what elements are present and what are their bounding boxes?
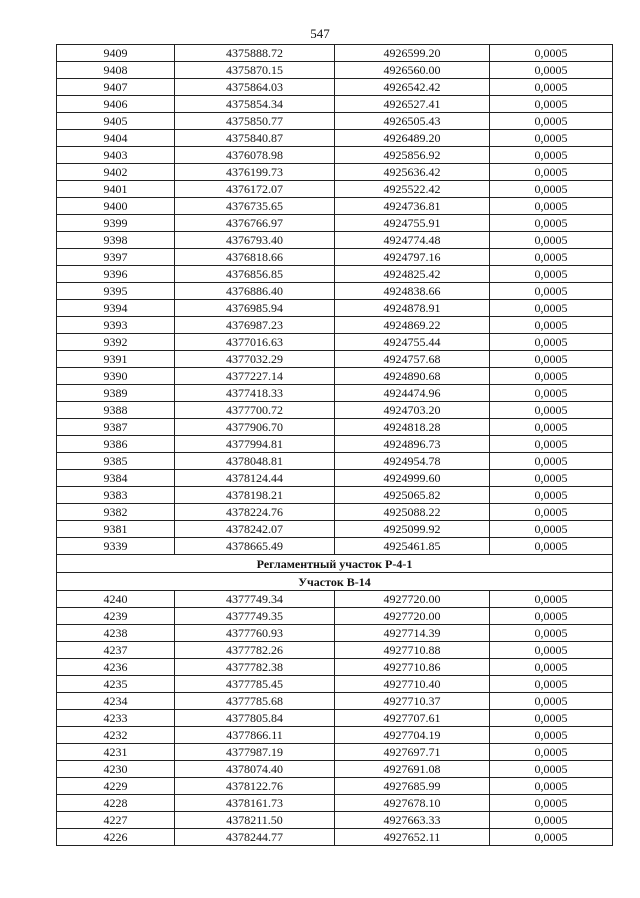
- x-coordinate-cell: 4377906.70: [175, 419, 335, 436]
- y-coordinate-cell: 4924774.48: [335, 232, 490, 249]
- error-cell: 0,0005: [490, 334, 613, 351]
- point-number-cell: 4228: [57, 795, 175, 812]
- error-cell: 0,0005: [490, 164, 613, 181]
- table-row: [57, 249, 613, 266]
- point-number-cell: 9394: [57, 300, 175, 317]
- table-row: [57, 402, 613, 419]
- table-row: [57, 693, 613, 710]
- point-number-cell: 4230: [57, 761, 175, 778]
- point-number-cell: 4231: [57, 744, 175, 761]
- y-coordinate-cell: 4927663.33: [335, 812, 490, 829]
- x-coordinate-cell: 4376078.98: [175, 147, 335, 164]
- y-coordinate-cell: 4924755.91: [335, 215, 490, 232]
- y-coordinate-cell: 4926505.43: [335, 113, 490, 130]
- y-coordinate-cell: 4926599.20: [335, 45, 490, 62]
- error-cell: 0,0005: [490, 300, 613, 317]
- section-title: Регламентный участок Р-4-1: [57, 555, 613, 573]
- table-row: [57, 453, 613, 470]
- table-row: [57, 351, 613, 368]
- y-coordinate-cell: 4927678.10: [335, 795, 490, 812]
- table-row: [57, 215, 613, 232]
- point-number-cell: 4234: [57, 693, 175, 710]
- table-row: [57, 710, 613, 727]
- x-coordinate-cell: 4375840.87: [175, 130, 335, 147]
- x-coordinate-cell: 4377760.93: [175, 625, 335, 642]
- y-coordinate-cell: 4925099.92: [335, 521, 490, 538]
- x-coordinate-cell: 4378048.81: [175, 453, 335, 470]
- point-number-cell: 4240: [57, 591, 175, 608]
- table-row: [57, 317, 613, 334]
- point-number-cell: 9388: [57, 402, 175, 419]
- x-coordinate-cell: 4377866.11: [175, 727, 335, 744]
- error-cell: 0,0005: [490, 744, 613, 761]
- point-number-cell: 9405: [57, 113, 175, 130]
- x-coordinate-cell: 4377227.14: [175, 368, 335, 385]
- table-row: [57, 45, 613, 62]
- y-coordinate-cell: 4927720.00: [335, 608, 490, 625]
- page-number: 547: [310, 26, 330, 41]
- y-coordinate-cell: 4924703.20: [335, 402, 490, 419]
- y-coordinate-cell: 4927710.40: [335, 676, 490, 693]
- y-coordinate-cell: 4927714.39: [335, 625, 490, 642]
- y-coordinate-cell: 4925856.92: [335, 147, 490, 164]
- error-cell: 0,0005: [490, 283, 613, 300]
- error-cell: 0,0005: [490, 317, 613, 334]
- point-number-cell: 9402: [57, 164, 175, 181]
- table-row: [57, 385, 613, 402]
- x-coordinate-cell: 4376886.40: [175, 283, 335, 300]
- table-row: [57, 761, 613, 778]
- y-coordinate-cell: 4924797.16: [335, 249, 490, 266]
- point-number-cell: 9409: [57, 45, 175, 62]
- point-number-cell: 9391: [57, 351, 175, 368]
- table-row: [57, 659, 613, 676]
- x-coordinate-cell: 4378211.50: [175, 812, 335, 829]
- section-title-row: [57, 555, 613, 573]
- y-coordinate-cell: 4927685.99: [335, 778, 490, 795]
- point-number-cell: 4233: [57, 710, 175, 727]
- error-cell: 0,0005: [490, 232, 613, 249]
- point-number-cell: 4237: [57, 642, 175, 659]
- error-cell: 0,0005: [490, 266, 613, 283]
- x-coordinate-cell: 4378242.07: [175, 521, 335, 538]
- error-cell: 0,0005: [490, 470, 613, 487]
- error-cell: 0,0005: [490, 402, 613, 419]
- error-cell: 0,0005: [490, 504, 613, 521]
- error-cell: 0,0005: [490, 351, 613, 368]
- error-cell: 0,0005: [490, 215, 613, 232]
- point-number-cell: 9396: [57, 266, 175, 283]
- error-cell: 0,0005: [490, 608, 613, 625]
- y-coordinate-cell: 4927697.71: [335, 744, 490, 761]
- point-number-cell: 9339: [57, 538, 175, 555]
- point-number-cell: 9387: [57, 419, 175, 436]
- x-coordinate-cell: 4378122.76: [175, 778, 335, 795]
- table-row: [57, 676, 613, 693]
- y-coordinate-cell: 4927652.11: [335, 829, 490, 846]
- y-coordinate-cell: 4926527.41: [335, 96, 490, 113]
- x-coordinate-cell: 4377032.29: [175, 351, 335, 368]
- error-cell: 0,0005: [490, 676, 613, 693]
- point-number-cell: 9406: [57, 96, 175, 113]
- point-number-cell: 9386: [57, 436, 175, 453]
- y-coordinate-cell: 4924999.60: [335, 470, 490, 487]
- error-cell: 0,0005: [490, 642, 613, 659]
- table-row: [57, 591, 613, 608]
- table-row: [57, 198, 613, 215]
- point-number-cell: 9381: [57, 521, 175, 538]
- subsection-title-row: [57, 573, 613, 591]
- point-number-cell: 9390: [57, 368, 175, 385]
- x-coordinate-cell: 4377016.63: [175, 334, 335, 351]
- table-row: [57, 266, 613, 283]
- x-coordinate-cell: 4377749.35: [175, 608, 335, 625]
- point-number-cell: 4239: [57, 608, 175, 625]
- x-coordinate-cell: 4378244.77: [175, 829, 335, 846]
- table-row: [57, 744, 613, 761]
- x-coordinate-cell: 4375854.34: [175, 96, 335, 113]
- x-coordinate-cell: 4377782.38: [175, 659, 335, 676]
- error-cell: 0,0005: [490, 45, 613, 62]
- x-coordinate-cell: 4375850.77: [175, 113, 335, 130]
- point-number-cell: 9407: [57, 79, 175, 96]
- table-row: [57, 419, 613, 436]
- error-cell: 0,0005: [490, 147, 613, 164]
- error-cell: 0,0005: [490, 625, 613, 642]
- y-coordinate-cell: 4925088.22: [335, 504, 490, 521]
- x-coordinate-cell: 4376199.73: [175, 164, 335, 181]
- point-number-cell: 4238: [57, 625, 175, 642]
- x-coordinate-cell: 4376987.23: [175, 317, 335, 334]
- point-number-cell: 4226: [57, 829, 175, 846]
- error-cell: 0,0005: [490, 181, 613, 198]
- point-number-cell: 9401: [57, 181, 175, 198]
- y-coordinate-cell: 4924869.22: [335, 317, 490, 334]
- table-row: [57, 727, 613, 744]
- y-coordinate-cell: 4927710.88: [335, 642, 490, 659]
- x-coordinate-cell: 4375870.15: [175, 62, 335, 79]
- point-number-cell: 9400: [57, 198, 175, 215]
- x-coordinate-cell: 4378124.44: [175, 470, 335, 487]
- x-coordinate-cell: 4375864.03: [175, 79, 335, 96]
- error-cell: 0,0005: [490, 487, 613, 504]
- table-row: [57, 504, 613, 521]
- point-number-cell: 9395: [57, 283, 175, 300]
- x-coordinate-cell: 4378198.21: [175, 487, 335, 504]
- x-coordinate-cell: 4378161.73: [175, 795, 335, 812]
- point-number-cell: 9408: [57, 62, 175, 79]
- error-cell: 0,0005: [490, 62, 613, 79]
- y-coordinate-cell: 4926542.42: [335, 79, 490, 96]
- error-cell: 0,0005: [490, 812, 613, 829]
- x-coordinate-cell: 4377785.68: [175, 693, 335, 710]
- y-coordinate-cell: 4924838.66: [335, 283, 490, 300]
- table-row: [57, 181, 613, 198]
- point-number-cell: 4235: [57, 676, 175, 693]
- table-row: [57, 538, 613, 555]
- y-coordinate-cell: 4924757.68: [335, 351, 490, 368]
- error-cell: 0,0005: [490, 761, 613, 778]
- x-coordinate-cell: 4377994.81: [175, 436, 335, 453]
- table-row: [57, 625, 613, 642]
- point-number-cell: 9383: [57, 487, 175, 504]
- y-coordinate-cell: 4924954.78: [335, 453, 490, 470]
- error-cell: 0,0005: [490, 419, 613, 436]
- y-coordinate-cell: 4924878.91: [335, 300, 490, 317]
- y-coordinate-cell: 4925065.82: [335, 487, 490, 504]
- error-cell: 0,0005: [490, 778, 613, 795]
- table-row: [57, 79, 613, 96]
- table-row: [57, 642, 613, 659]
- x-coordinate-cell: 4378224.76: [175, 504, 335, 521]
- error-cell: 0,0005: [490, 829, 613, 846]
- x-coordinate-cell: 4377987.19: [175, 744, 335, 761]
- point-number-cell: 9389: [57, 385, 175, 402]
- table-row: [57, 334, 613, 351]
- point-number-cell: 9404: [57, 130, 175, 147]
- error-cell: 0,0005: [490, 795, 613, 812]
- x-coordinate-cell: 4377782.26: [175, 642, 335, 659]
- table-row: [57, 470, 613, 487]
- point-number-cell: 4236: [57, 659, 175, 676]
- point-number-cell: 4227: [57, 812, 175, 829]
- table-row: [57, 521, 613, 538]
- point-number-cell: 9399: [57, 215, 175, 232]
- y-coordinate-cell: 4924825.42: [335, 266, 490, 283]
- y-coordinate-cell: 4924896.73: [335, 436, 490, 453]
- x-coordinate-cell: 4376818.66: [175, 249, 335, 266]
- x-coordinate-cell: 4378665.49: [175, 538, 335, 555]
- y-coordinate-cell: 4927710.86: [335, 659, 490, 676]
- x-coordinate-cell: 4375888.72: [175, 45, 335, 62]
- table-row: [57, 96, 613, 113]
- y-coordinate-cell: 4925461.85: [335, 538, 490, 555]
- y-coordinate-cell: 4924890.68: [335, 368, 490, 385]
- error-cell: 0,0005: [490, 368, 613, 385]
- error-cell: 0,0005: [490, 96, 613, 113]
- x-coordinate-cell: 4376766.97: [175, 215, 335, 232]
- table-row: [57, 147, 613, 164]
- y-coordinate-cell: 4924736.81: [335, 198, 490, 215]
- table-row: [57, 795, 613, 812]
- x-coordinate-cell: 4376856.85: [175, 266, 335, 283]
- error-cell: 0,0005: [490, 130, 613, 147]
- y-coordinate-cell: 4927710.37: [335, 693, 490, 710]
- error-cell: 0,0005: [490, 693, 613, 710]
- error-cell: 0,0005: [490, 198, 613, 215]
- y-coordinate-cell: 4927720.00: [335, 591, 490, 608]
- error-cell: 0,0005: [490, 113, 613, 130]
- error-cell: 0,0005: [490, 436, 613, 453]
- table-row: [57, 778, 613, 795]
- error-cell: 0,0005: [490, 727, 613, 744]
- point-number-cell: 9397: [57, 249, 175, 266]
- section-header-group: [57, 555, 613, 591]
- point-number-cell: 4229: [57, 778, 175, 795]
- table-row: [57, 232, 613, 249]
- point-number-cell: 9398: [57, 232, 175, 249]
- table-row: [57, 368, 613, 385]
- point-number-cell: 9403: [57, 147, 175, 164]
- point-number-cell: 9393: [57, 317, 175, 334]
- x-coordinate-cell: 4376735.65: [175, 198, 335, 215]
- point-number-cell: 9392: [57, 334, 175, 351]
- x-coordinate-cell: 4377700.72: [175, 402, 335, 419]
- y-coordinate-cell: 4925636.42: [335, 164, 490, 181]
- subsection-title: Участок В-14: [57, 573, 613, 591]
- x-coordinate-cell: 4377418.33: [175, 385, 335, 402]
- table-row: [57, 283, 613, 300]
- table-row: [57, 62, 613, 79]
- table-row: [57, 487, 613, 504]
- x-coordinate-cell: 4377785.45: [175, 676, 335, 693]
- x-coordinate-cell: 4378074.40: [175, 761, 335, 778]
- y-coordinate-cell: 4924755.44: [335, 334, 490, 351]
- error-cell: 0,0005: [490, 79, 613, 96]
- y-coordinate-cell: 4926560.00: [335, 62, 490, 79]
- table-row: [57, 113, 613, 130]
- x-coordinate-cell: 4377805.84: [175, 710, 335, 727]
- point-number-cell: 9382: [57, 504, 175, 521]
- x-coordinate-cell: 4376793.40: [175, 232, 335, 249]
- error-cell: 0,0005: [490, 521, 613, 538]
- y-coordinate-cell: 4927691.08: [335, 761, 490, 778]
- y-coordinate-cell: 4924474.96: [335, 385, 490, 402]
- error-cell: 0,0005: [490, 249, 613, 266]
- error-cell: 0,0005: [490, 659, 613, 676]
- error-cell: 0,0005: [490, 538, 613, 555]
- y-coordinate-cell: 4926489.20: [335, 130, 490, 147]
- x-coordinate-cell: 4377749.34: [175, 591, 335, 608]
- y-coordinate-cell: 4924818.28: [335, 419, 490, 436]
- table-body-bottom: [57, 591, 613, 846]
- error-cell: 0,0005: [490, 453, 613, 470]
- table-row: [57, 164, 613, 181]
- x-coordinate-cell: 4376985.94: [175, 300, 335, 317]
- y-coordinate-cell: 4927707.61: [335, 710, 490, 727]
- table-row: [57, 829, 613, 846]
- error-cell: 0,0005: [490, 591, 613, 608]
- point-number-cell: 9384: [57, 470, 175, 487]
- table-body-top: [57, 45, 613, 555]
- point-number-cell: 4232: [57, 727, 175, 744]
- table-row: [57, 608, 613, 625]
- table-row: [57, 300, 613, 317]
- x-coordinate-cell: 4376172.07: [175, 181, 335, 198]
- table-row: [57, 436, 613, 453]
- coordinates-table: [56, 44, 613, 846]
- error-cell: 0,0005: [490, 385, 613, 402]
- y-coordinate-cell: 4925522.42: [335, 181, 490, 198]
- y-coordinate-cell: 4927704.19: [335, 727, 490, 744]
- point-number-cell: 9385: [57, 453, 175, 470]
- table-row: [57, 130, 613, 147]
- error-cell: 0,0005: [490, 710, 613, 727]
- table-row: [57, 812, 613, 829]
